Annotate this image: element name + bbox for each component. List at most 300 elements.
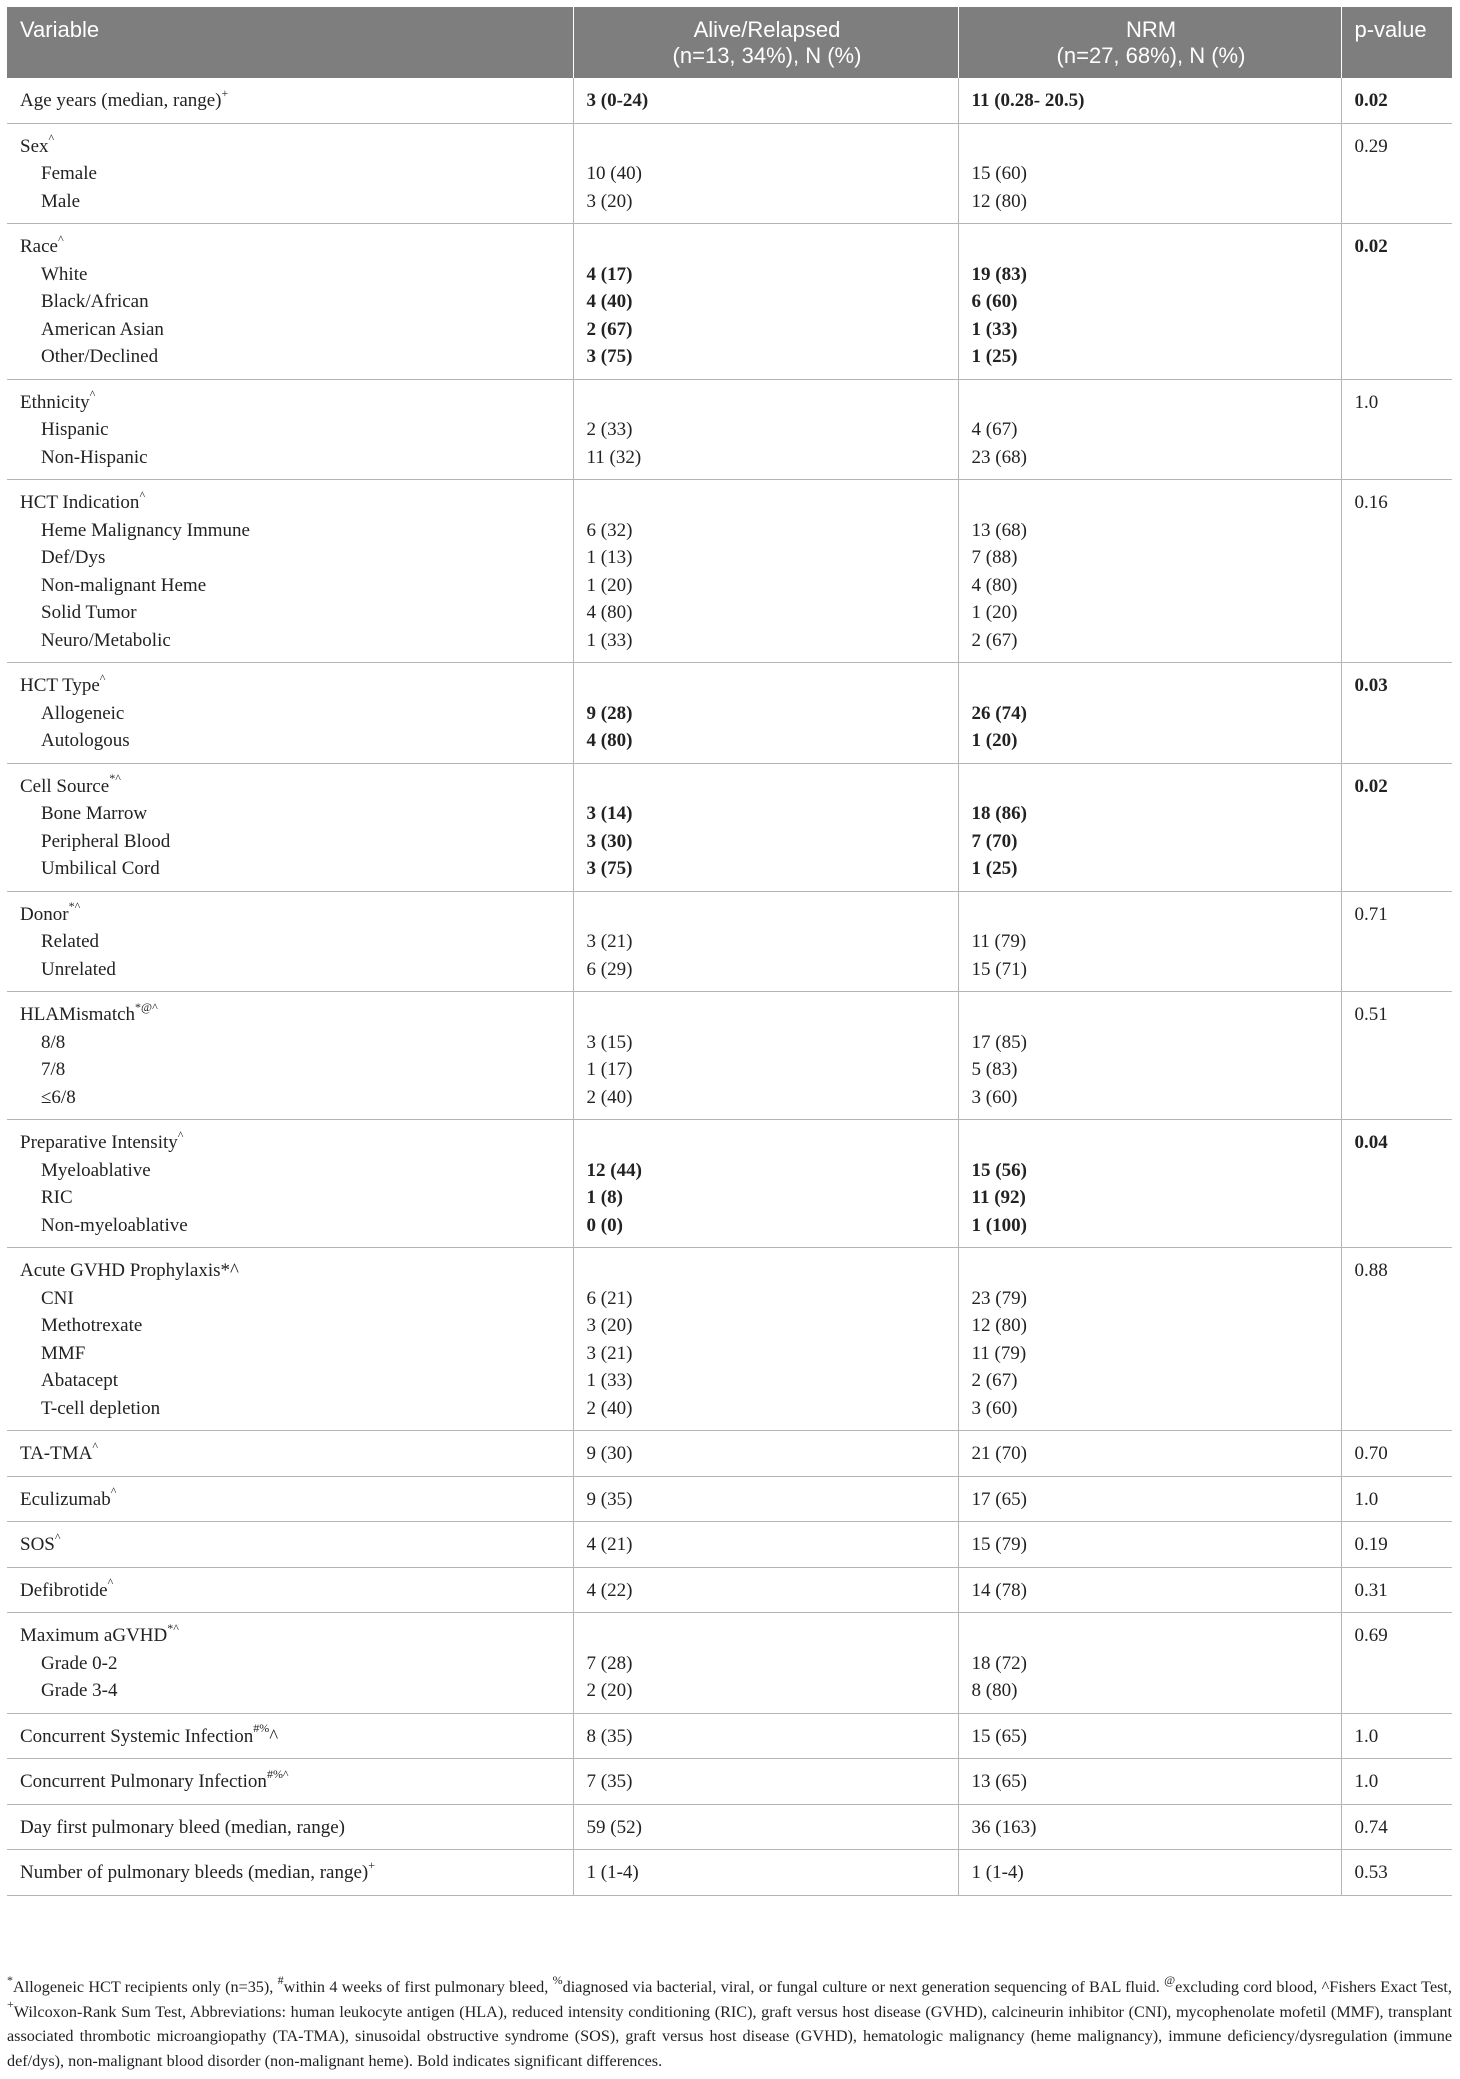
table-row <box>7 1804 1452 1850</box>
alive-relapsed-value: 3 (21) <box>586 1342 633 1364</box>
variable-label-text: Concurrent Systemic Infection <box>20 1725 254 1747</box>
nrm-value: 23 (79) <box>971 1287 1027 1309</box>
alive-relapsed-value: 7 (35) <box>586 1771 633 1792</box>
pvalue-cell <box>1341 1804 1452 1850</box>
alive-relapsed-cell <box>573 480 958 663</box>
table-row <box>7 992 1452 1120</box>
table-row <box>7 480 1452 663</box>
alive-relapsed-value: 11 (32) <box>586 446 642 468</box>
nrm-value: 21 (70) <box>971 1443 1027 1464</box>
nrm-value: 4 (67) <box>971 419 1018 440</box>
nrm-cell <box>958 992 1341 1120</box>
footnote-text: Wilcoxon-Rank Sum Test, Abbreviations: human leukocyte antigen (HLA), reduced intensity conditioning (RIC), graft versus host disease (GVHD), calcineurin inhibitor (CNI), mycophenolate mofetil (MMF), transplant associated thrombotic microangiopathy (TA-TMA), sinusoidal obstructive syndrome (SOS), graft versus host disease (GVHD), hematologic malignancy (heme malignancy), immune deficiency/dysregulation (immune def/dys), non-malignant blood disorder (non-malignant heme). Bold indicates significant differences. <box>7 2002 1452 2070</box>
variable-label <box>20 1723 563 1751</box>
blank-line <box>587 1622 948 1650</box>
footnote-marker: ^ <box>89 387 96 402</box>
alive-relapsed-cell <box>573 123 958 224</box>
nrm-value: 12 (80) <box>971 1315 1027 1336</box>
footnote-text: excluding cord blood, ^Fishers Exact Test, <box>1175 1978 1452 1996</box>
alive-relapsed-cell <box>573 379 958 480</box>
variable-cell <box>7 891 573 992</box>
nrm-value: 18 (72) <box>971 1652 1027 1674</box>
nrm-value: 5 (83) <box>971 1059 1018 1080</box>
alive-relapsed-cell <box>573 1431 958 1477</box>
pvalue-cell <box>1341 1850 1452 1896</box>
variable-cell <box>7 1248 573 1431</box>
subcategory-label: Grade 0-2 <box>41 1652 118 1674</box>
blank-line <box>972 672 1331 700</box>
subcategory-label: Black/African <box>41 291 149 312</box>
alive-relapsed-cell <box>573 992 958 1120</box>
subcategory-label: Male <box>41 190 81 212</box>
nrm-value: 11 (79) <box>971 1342 1027 1364</box>
alive-relapsed-value: 3 (75) <box>586 858 633 879</box>
footnote-symbol: # <box>277 1972 284 1987</box>
subcategory-label: ≤6/8 <box>41 1086 76 1108</box>
variable-cell <box>7 1476 573 1522</box>
alive-relapsed-cell <box>573 763 958 891</box>
pvalue-cell <box>1341 224 1452 380</box>
nrm-value: 1 (1-4) <box>971 1862 1024 1883</box>
table-row <box>7 1431 1452 1477</box>
results-table-container <box>7 7 1452 1896</box>
subcategory-label: Umbilical Cord <box>41 858 160 879</box>
alive-relapsed-value: 2 (67) <box>586 318 633 340</box>
alive-relapsed-cell <box>573 1850 958 1896</box>
variable-label-text: Acute GVHD Prophylaxis*^ <box>20 1260 239 1281</box>
nrm-value: 11 (92) <box>971 1187 1026 1208</box>
pvalue-cell <box>1341 1248 1452 1431</box>
nrm-cell <box>958 663 1341 764</box>
pvalue-cell <box>1341 123 1452 224</box>
variable-label <box>20 1814 563 1842</box>
variable-label <box>20 1859 563 1887</box>
pvalue: 1.0 <box>1354 1771 1379 1792</box>
blank-line <box>972 1622 1331 1650</box>
alive-relapsed-value: 1 (8) <box>586 1187 623 1208</box>
footnote-marker-inline: ^ <box>269 1725 279 1747</box>
variable-cell <box>7 992 573 1120</box>
pvalue: 1.0 <box>1354 391 1379 413</box>
nrm-cell <box>958 78 1341 124</box>
alive-relapsed-value: 2 (20) <box>586 1680 633 1701</box>
pvalue: 0.19 <box>1354 1534 1388 1555</box>
variable-label-text: SOS <box>20 1534 55 1555</box>
variable-cell <box>7 480 573 663</box>
alive-relapsed-cell <box>573 1567 958 1613</box>
pvalue: 0.02 <box>1354 90 1388 111</box>
footnote-symbol: % <box>552 1972 563 1987</box>
nrm-value: 19 (83) <box>971 263 1027 285</box>
alive-relapsed-value: 4 (17) <box>586 263 633 285</box>
nrm-cell <box>958 1522 1341 1568</box>
pvalue-cell <box>1341 1759 1452 1805</box>
alive-relapsed-value: 3 (15) <box>586 1031 633 1053</box>
alive-relapsed-value: 12 (44) <box>586 1159 642 1181</box>
footnote-marker: ^ <box>54 1529 61 1544</box>
alive-relapsed-value: 3 (0-24) <box>586 90 649 111</box>
variable-cell <box>7 763 573 891</box>
footnote-marker: + <box>368 1857 375 1872</box>
footnote-symbol: + <box>7 1997 14 2012</box>
table-row <box>7 1120 1452 1248</box>
pvalue-cell <box>1341 992 1452 1120</box>
table-row <box>7 1759 1452 1805</box>
nrm-cell <box>958 1804 1341 1850</box>
alive-relapsed-value: 3 (75) <box>586 346 633 367</box>
variable-label <box>20 1440 563 1468</box>
variable-cell <box>7 1850 573 1896</box>
blank-line <box>587 901 948 929</box>
variable-cell <box>7 1120 573 1248</box>
table-row <box>7 1850 1452 1896</box>
nrm-value: 15 (56) <box>971 1159 1027 1181</box>
footnote-marker: ^ <box>107 1575 114 1590</box>
alive-relapsed-value: 59 (52) <box>586 1816 642 1838</box>
variable-label-text: HLAMismatch <box>20 1004 136 1025</box>
blank-line <box>587 133 948 161</box>
blank-line <box>972 1257 1331 1285</box>
pvalue-cell <box>1341 379 1452 480</box>
header-pvalue-label: p-value <box>1354 17 1427 42</box>
nrm-cell <box>958 1431 1341 1477</box>
variable-label <box>20 1001 563 1029</box>
footnote-text: diagnosed via bacterial, viral, or fungal culture or next generation sequencing of BAL fluid. <box>562 1978 1165 1996</box>
nrm-cell <box>958 1476 1341 1522</box>
variable-label-text: Cell Source <box>20 775 110 797</box>
alive-relapsed-value: 8 (35) <box>586 1725 633 1747</box>
subcategory-label: Allogeneic <box>41 702 125 724</box>
nrm-cell <box>958 891 1341 992</box>
alive-relapsed-cell <box>573 1120 958 1248</box>
variable-label-text: Concurrent Pulmonary Infection <box>20 1771 267 1792</box>
table-row <box>7 1613 1452 1714</box>
footnote-text: Allogeneic HCT recipients only (n=35), <box>13 1978 278 1996</box>
nrm-cell <box>958 1120 1341 1248</box>
nrm-value: 15 (79) <box>971 1534 1027 1555</box>
table-row <box>7 891 1452 992</box>
subcategory-label: Bone Marrow <box>41 803 148 824</box>
footnote-text: within 4 weeks of first pulmonary bleed, <box>283 1978 553 1996</box>
header-nrm-line1: NRM <box>1125 17 1177 42</box>
pvalue-cell <box>1341 1713 1452 1759</box>
pvalue: 0.74 <box>1354 1816 1388 1838</box>
variable-cell <box>7 663 573 764</box>
variable-label <box>20 1531 563 1559</box>
subcategory-label: Non-malignant Heme <box>41 574 207 596</box>
alive-relapsed-cell <box>573 1759 958 1805</box>
alive-relapsed-value: 3 (30) <box>586 830 633 852</box>
pvalue-cell <box>1341 891 1452 992</box>
alive-relapsed-value: 4 (80) <box>586 602 633 623</box>
subcategory-label: MMF <box>41 1342 86 1364</box>
pvalue-cell <box>1341 1522 1452 1568</box>
alive-relapsed-value: 3 (14) <box>586 803 633 824</box>
blank-line <box>972 389 1331 417</box>
nrm-value: 1 (25) <box>971 346 1018 367</box>
variable-cell <box>7 78 573 124</box>
pvalue-cell <box>1341 1120 1452 1248</box>
blank-line <box>587 1257 948 1285</box>
table-row <box>7 123 1452 224</box>
header-nrm-line2: (n=27, 68%), N (%) <box>1056 43 1246 68</box>
nrm-value: 1 (33) <box>971 318 1018 340</box>
nrm-value: 17 (85) <box>971 1031 1027 1053</box>
blank-line <box>587 1001 948 1029</box>
alive-relapsed-value: 4 (80) <box>586 730 633 751</box>
variable-label-text: Maximum aGVHD <box>20 1625 168 1646</box>
alive-relapsed-cell <box>573 1613 958 1714</box>
blank-line <box>972 489 1331 517</box>
blank-line <box>587 233 948 261</box>
pvalue-cell <box>1341 763 1452 891</box>
header-alive-relapsed <box>573 7 958 78</box>
pvalue: 1.0 <box>1354 1488 1379 1510</box>
nrm-value: 8 (80) <box>971 1680 1018 1701</box>
alive-relapsed-cell <box>573 1713 958 1759</box>
nrm-value: 7 (70) <box>971 830 1018 852</box>
header-row <box>7 7 1452 78</box>
pvalue: 0.69 <box>1354 1625 1388 1646</box>
footnote-marker: *^ <box>109 771 121 786</box>
nrm-value: 11 (0.28- 20.5) <box>971 90 1085 111</box>
subcategory-label: Non-Hispanic <box>41 446 148 468</box>
alive-relapsed-value: 2 (40) <box>586 1086 633 1108</box>
nrm-value: 17 (65) <box>971 1488 1027 1510</box>
table-row <box>7 763 1452 891</box>
nrm-value: 15 (71) <box>971 958 1027 980</box>
blank-line <box>972 773 1331 801</box>
subcategory-label: White <box>41 263 88 285</box>
footnote-marker: #%^ <box>266 1766 289 1781</box>
variable-label <box>20 233 563 261</box>
pvalue-cell <box>1341 480 1452 663</box>
subcategory-label: T-cell depletion <box>41 1397 161 1419</box>
blank-line <box>587 389 948 417</box>
pvalue: 0.29 <box>1354 135 1388 157</box>
pvalue-cell <box>1341 1476 1452 1522</box>
alive-relapsed-value: 4 (40) <box>586 291 633 312</box>
nrm-cell <box>958 1567 1341 1613</box>
nrm-cell <box>958 1850 1341 1896</box>
subcategory-label: Autologous <box>41 730 130 751</box>
variable-label <box>20 133 563 161</box>
subcategory-label: Female <box>41 163 97 184</box>
variable-label <box>20 672 563 700</box>
variable-cell <box>7 1804 573 1850</box>
header-pvalue <box>1341 7 1452 78</box>
variable-cell <box>7 1759 573 1805</box>
alive-relapsed-value: 6 (21) <box>586 1287 633 1309</box>
nrm-value: 12 (80) <box>971 190 1027 212</box>
alive-relapsed-value: 3 (21) <box>586 931 633 952</box>
nrm-value: 13 (68) <box>971 519 1027 541</box>
pvalue: 0.88 <box>1354 1260 1388 1281</box>
alive-relapsed-value: 1 (13) <box>586 547 633 568</box>
variable-label <box>20 1129 563 1157</box>
subcategory-label: Non-myeloablative <box>41 1214 188 1236</box>
nrm-value: 1 (100) <box>971 1214 1027 1236</box>
subcategory-label: Related <box>41 931 100 952</box>
alive-relapsed-cell <box>573 78 958 124</box>
pvalue: 0.02 <box>1354 775 1388 797</box>
pvalue: 0.31 <box>1354 1579 1388 1601</box>
table-row <box>7 1713 1452 1759</box>
alive-relapsed-value: 6 (29) <box>586 958 633 980</box>
variable-label-text: Number of pulmonary bleeds (median, range) <box>20 1862 369 1883</box>
variable-label <box>20 773 563 801</box>
variable-label-text: Race <box>20 236 58 257</box>
table-footnote <box>7 1972 1452 2073</box>
nrm-value: 6 (60) <box>971 291 1018 312</box>
blank-line <box>587 1129 948 1157</box>
nrm-value: 15 (60) <box>971 163 1027 184</box>
blank-line <box>972 901 1331 929</box>
subcategory-label: Grade 3-4 <box>41 1680 118 1701</box>
blank-line <box>587 672 948 700</box>
variable-label-text: Preparative Intensity <box>20 1132 178 1153</box>
alive-relapsed-value: 1 (33) <box>586 629 633 651</box>
footnote-marker: #% <box>253 1721 270 1736</box>
footnote-marker: + <box>221 85 229 100</box>
blank-line <box>972 233 1331 261</box>
variable-cell <box>7 123 573 224</box>
pvalue: 0.71 <box>1354 903 1388 925</box>
footnote-symbol: * <box>7 1972 13 1987</box>
nrm-value: 23 (68) <box>971 446 1027 468</box>
alive-relapsed-value: 4 (22) <box>586 1579 633 1601</box>
alive-relapsed-cell <box>573 224 958 380</box>
pvalue: 0.70 <box>1354 1443 1388 1464</box>
variable-label-text: Defibrotide <box>20 1579 108 1601</box>
blank-line <box>972 133 1331 161</box>
nrm-value: 2 (67) <box>971 1370 1018 1391</box>
nrm-value: 3 (60) <box>971 1397 1018 1419</box>
footnote-marker: *^ <box>167 1620 179 1635</box>
footnote-marker: ^ <box>57 231 64 246</box>
pvalue-cell <box>1341 1567 1452 1613</box>
subcategory-label: RIC <box>41 1187 73 1208</box>
subcategory-label: Abatacept <box>41 1370 119 1391</box>
alive-relapsed-cell <box>573 1804 958 1850</box>
subcategory-label: American Asian <box>41 318 164 340</box>
pvalue: 0.04 <box>1354 1132 1388 1153</box>
header-variable-label: Variable <box>20 17 100 42</box>
pvalue: 0.03 <box>1354 675 1388 696</box>
subcategory-label: Neuro/Metabolic <box>41 629 171 651</box>
table-row <box>7 1476 1452 1522</box>
variable-label <box>20 1768 563 1796</box>
variable-label-text: Ethnicity <box>20 391 90 413</box>
alive-relapsed-value: 1 (20) <box>586 574 633 596</box>
pvalue: 1.0 <box>1354 1725 1379 1747</box>
pvalue-cell <box>1341 78 1452 124</box>
pvalue-cell <box>1341 1613 1452 1714</box>
pvalue-cell <box>1341 1431 1452 1477</box>
nrm-value: 26 (74) <box>971 702 1027 724</box>
pvalue-cell <box>1341 663 1452 764</box>
blank-line <box>587 773 948 801</box>
nrm-value: 1 (25) <box>971 858 1018 879</box>
variable-label <box>20 389 563 417</box>
subcategory-label: Heme Malignancy Immune <box>41 519 250 541</box>
pvalue: 0.02 <box>1354 236 1388 257</box>
footnote-symbol: @ <box>1164 1972 1176 1987</box>
nrm-cell <box>958 1713 1341 1759</box>
variable-label-text: Day first pulmonary bleed (median, range) <box>20 1816 345 1838</box>
nrm-cell <box>958 379 1341 480</box>
table-row <box>7 663 1452 764</box>
variable-label-text: Age years (median, range) <box>20 90 222 111</box>
variable-label <box>20 1622 563 1650</box>
variable-label-text: Sex <box>20 135 49 157</box>
header-variable <box>7 7 573 78</box>
table-row <box>7 78 1452 124</box>
variable-label <box>20 1257 563 1285</box>
alive-relapsed-cell <box>573 1476 958 1522</box>
blank-line <box>972 1001 1331 1029</box>
blank-line <box>972 1129 1331 1157</box>
alive-relapsed-cell <box>573 891 958 992</box>
nrm-cell <box>958 1613 1341 1714</box>
nrm-value: 3 (60) <box>971 1086 1018 1108</box>
nrm-cell <box>958 123 1341 224</box>
table-header <box>7 7 1452 78</box>
subcategory-label: 7/8 <box>41 1059 66 1080</box>
variable-cell <box>7 224 573 380</box>
variable-label <box>20 489 563 517</box>
table-row <box>7 1567 1452 1613</box>
alive-relapsed-value: 9 (28) <box>586 702 633 724</box>
alive-relapsed-value: 1 (1-4) <box>586 1862 639 1883</box>
variable-label <box>20 87 563 115</box>
nrm-value: 7 (88) <box>971 547 1018 568</box>
alive-relapsed-cell <box>573 1248 958 1431</box>
footnote-marker: ^ <box>99 670 106 685</box>
pvalue: 0.51 <box>1354 1004 1388 1025</box>
alive-relapsed-value: 0 (0) <box>586 1214 623 1236</box>
variable-label <box>20 1486 563 1514</box>
variable-cell <box>7 1713 573 1759</box>
pvalue: 0.16 <box>1354 492 1388 513</box>
nrm-value: 14 (78) <box>971 1579 1027 1601</box>
nrm-cell <box>958 1248 1341 1431</box>
footnote-marker: ^ <box>48 131 55 146</box>
header-alive-line2: (n=13, 34%), N (%) <box>672 43 862 68</box>
footnote-marker: ^ <box>92 1438 98 1453</box>
nrm-value: 36 (163) <box>971 1816 1037 1838</box>
nrm-cell <box>958 763 1341 891</box>
footnote-marker: *^ <box>68 899 81 914</box>
variable-label-text: HCT Type <box>20 675 100 696</box>
nrm-cell <box>958 1759 1341 1805</box>
variable-cell <box>7 1613 573 1714</box>
alive-relapsed-value: 9 (30) <box>586 1443 633 1464</box>
alive-relapsed-value: 2 (33) <box>586 419 633 440</box>
alive-relapsed-value: 6 (32) <box>586 519 633 541</box>
alive-relapsed-value: 7 (28) <box>586 1652 633 1674</box>
variable-cell <box>7 1431 573 1477</box>
alive-relapsed-value: 2 (40) <box>586 1397 633 1419</box>
variable-label-text: HCT Indication <box>20 492 140 513</box>
alive-relapsed-value: 9 (35) <box>586 1488 633 1510</box>
subcategory-label: Hispanic <box>41 419 109 440</box>
variable-label-text: Eculizumab <box>20 1488 111 1510</box>
subcategory-label: 8/8 <box>41 1031 66 1053</box>
alive-relapsed-value: 1 (17) <box>586 1059 633 1080</box>
variable-cell <box>7 1522 573 1568</box>
variable-label <box>20 901 563 929</box>
